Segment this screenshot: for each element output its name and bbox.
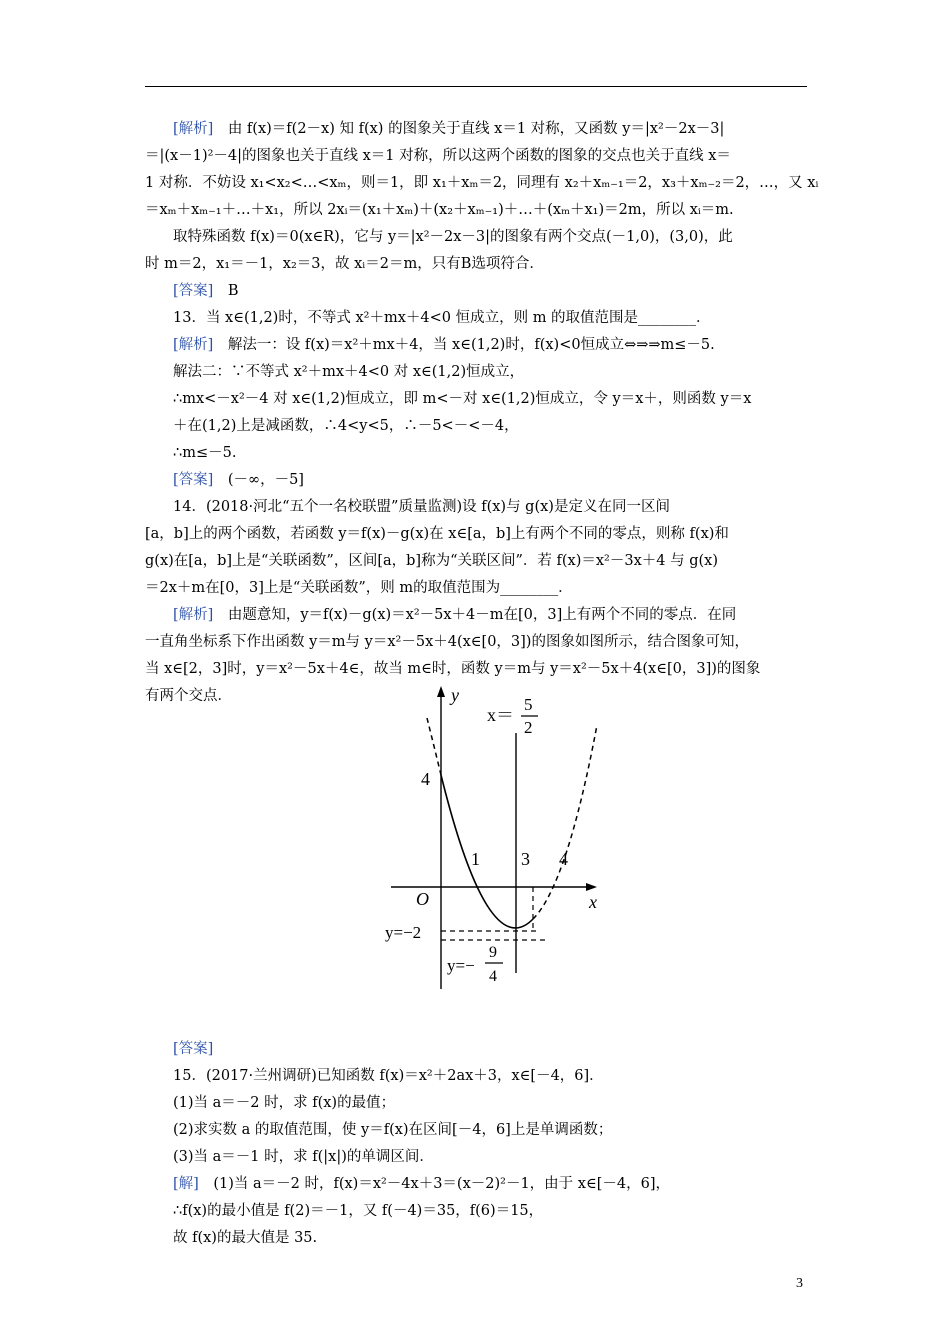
text-line: 当 x∈[2，3]时，y＝x²－5x＋4∈，故当 m∈时，函数 y＝m与 y＝x²－5x＋4(x∈[0，3])的图象 xyxy=(145,661,761,677)
x-axis-arrow xyxy=(586,883,597,891)
section-2 xyxy=(145,1036,807,1252)
text-line: ∴f(x)的最小值是 f(2)＝－1，又 f(－4)＝35，f(6)＝15， xyxy=(173,1203,544,1219)
question-13: 13．当 x∈(1,2)时，不等式 x²＋mx＋4<0 恒成立，则 m 的取值范围是________． xyxy=(173,310,711,326)
header-rule xyxy=(145,86,807,87)
vline-label: x＝ xyxy=(487,705,514,725)
label-answer: [答案] xyxy=(173,1041,214,1057)
section-1 xyxy=(145,116,819,710)
label-solution: [解] xyxy=(173,1176,199,1192)
parabola-graph xyxy=(385,683,615,995)
vline-frac-den: 2 xyxy=(524,718,533,737)
text-line: 有两个交点． xyxy=(145,688,232,704)
text-line: g(x)在[a，b]上是“关联函数”，区间[a，b]称为“关联区间”．若 f(x)＝x²－3x＋4 与 g(x) xyxy=(145,553,718,569)
tick-x-3: 3 xyxy=(521,849,530,869)
text-line: [解析] 由 f(x)＝f(2－x) 知 f(x) 的图象关于直线 x＝1 对称，又函数 y＝|x²－2x－3| xyxy=(173,121,725,137)
y-axis-arrow xyxy=(437,686,445,697)
origin-label: O xyxy=(416,889,429,909)
text-line: [解析] 解法一：设 f(x)＝x²＋mx＋4，当 x∈(1,2)时，f(x)<0恒成立⇔⇒⇒m≤－5. xyxy=(173,337,715,353)
vline-frac-num: 5 xyxy=(524,695,533,714)
label-analysis: [解析] xyxy=(173,337,214,353)
label-y-min-den: 4 xyxy=(489,968,497,985)
text-line: 1 对称．不妨设 x₁<x₂<…<xₘ，则＝1，即 x₁＋xₘ＝2，同理有 x₂＋xₘ₋₁＝2，x₃＋xₘ₋₂＝2，…，又 xᵢ xyxy=(145,175,819,191)
page-number: 3 xyxy=(796,1276,803,1291)
text-line: 一直角坐标系下作出函数 y＝m与 y＝x²－5x＋4(x∈[0，3])的图象如图所示，结合图象可知， xyxy=(145,634,749,650)
text-line: 解法二：∵不等式 x²＋mx＋4<0 对 x∈(1,2)恒成立， xyxy=(173,364,525,380)
text-line: [a，b]上的两个函数，若函数 y＝f(x)－g(x)在 x∈[a，b]上有两个不同的零点，则称 f(x)和 xyxy=(145,526,729,542)
tick-y-4: 4 xyxy=(421,769,430,789)
text-line xyxy=(145,1036,807,1063)
label-y-min-num: 9 xyxy=(489,944,497,961)
question-14: 14．(2018·河北“五个一名校联盟”质量监测)设 f(x)与 g(x)是定义在同一区间 xyxy=(173,499,670,515)
text-line: ∴m≤－5. xyxy=(173,445,237,461)
y-axis-label: y xyxy=(451,685,459,705)
label-answer: [答案] xyxy=(173,472,214,488)
label-answer: [答案] xyxy=(173,283,214,299)
label-y-min: y=− xyxy=(447,956,475,975)
text-line: 故 f(x)的最大值是 35. xyxy=(173,1230,318,1246)
tick-x-4: 4 xyxy=(559,849,568,869)
label-y-minus-2: y=−2 xyxy=(385,923,422,942)
label-analysis: [解析] xyxy=(173,607,214,623)
text-line: ＝|(x－1)²－4|的图象也关于直线 x＝1 对称，所以这两个函数的图象的交点也关于直线 x＝ xyxy=(145,148,731,164)
text-line: (2)求实数 a 的取值范围，使 y＝f(x)在区间[－4，6]上是单调函数； xyxy=(173,1122,613,1138)
tick-x-1: 1 xyxy=(471,849,480,869)
text-line: ∴mx<－x²－4 对 x∈(1,2)恒成立，即 m<－对 x∈(1,2)恒成立，令 y＝x＋，则函数 y＝x xyxy=(173,391,752,407)
question-15: 15．(2017·兰州调研)已知函数 f(x)＝x²＋2ax＋3，x∈[－4，6]． xyxy=(173,1068,604,1084)
text-line: [解析] 由题意知，y＝f(x)－g(x)＝x²－5x＋4－m在[0，3]上有两个不同的零点．在同 xyxy=(173,607,737,623)
text-line: (3)当 a＝－1 时，求 f(|x|)的单调区间． xyxy=(173,1149,434,1165)
text-line: ＋在(1,2)上是减函数，∴4<y<5，∴－5<－<－4， xyxy=(173,418,519,434)
text-line: 取特殊函数 f(x)＝0(x∈R)，它与 y＝|x²－2x－3|的图象有两个交点(－1,0)，(3,0)，此 xyxy=(173,229,733,245)
label-analysis: [解析] xyxy=(173,121,214,137)
text-line: (1)当 a＝－2 时，求 f(x)的最值； xyxy=(173,1095,396,1111)
x-axis-label: x xyxy=(589,892,597,912)
text-line: ＝2x＋m在[0，3]上是“关联函数”，则 m的取值范围为________． xyxy=(145,580,573,596)
parabola-dashed-left xyxy=(427,718,441,775)
text-line: [答案] B xyxy=(173,283,239,299)
text-line: ＝xₘ＋xₘ₋₁＋…＋x₁，所以 2xᵢ＝(x₁＋xₘ)＋(x₂＋xₘ₋₁)＋…＋(xₘ＋x₁)＝2m，所以 xᵢ＝m. xyxy=(145,202,734,218)
text-line: [答案] (－∞，－5] xyxy=(173,472,304,488)
text-line: [解] (1)当 a＝－2 时，f(x)＝x²－4x＋3＝(x－2)²－1，由于 x∈[－4，6]， xyxy=(173,1176,670,1192)
parabola-solid xyxy=(441,775,533,928)
text-line: 时 m＝2，x₁＝－1，x₂＝3，故 xᵢ＝2＝m，只有B选项符合． xyxy=(145,256,544,272)
